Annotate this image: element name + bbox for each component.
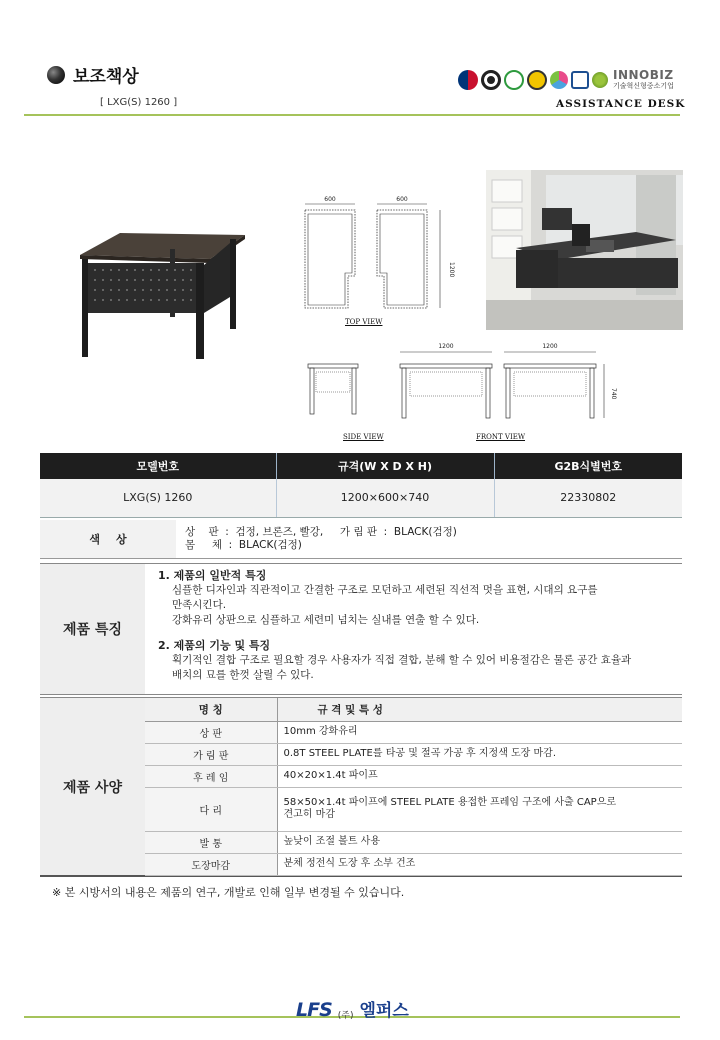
spec-name: 가 림 판	[145, 743, 277, 765]
logo-corp: (주)	[337, 1011, 354, 1021]
features-label: 제품 특징	[40, 564, 145, 694]
feature-text: 강화유리 상판으로 심플하고 세련미 넘치는 실내를 연출 할 수 있다.	[172, 614, 480, 626]
logo-lfs: LFS	[296, 999, 332, 1021]
front-height: 740	[610, 388, 617, 400]
spec-desc: 분체 정전식 도장 후 소부 건조	[277, 853, 682, 875]
table-row	[145, 743, 682, 765]
certification-logos	[458, 67, 674, 93]
top-view-label: TOP VIEW	[345, 318, 383, 326]
model-code: [ LXG(S) 1260 ]	[100, 97, 178, 108]
spec-name: 도장마감	[145, 853, 277, 875]
col-model: 모델번호	[40, 453, 276, 479]
feature-text: 배치의 묘를 한껏 살릴 수 있다.	[172, 669, 314, 681]
features-body	[158, 568, 678, 683]
table-row	[145, 853, 682, 875]
kc-mark-icon	[571, 71, 589, 89]
spec-desc: 40×20×1.4t 파이프	[277, 765, 682, 787]
model-number: LXG(S) 1260	[40, 479, 276, 517]
feature-text: 만족시킨다.	[172, 599, 227, 611]
spec-desc: 10mm 강화유리	[277, 721, 682, 743]
page-subtitle: ASSISTANCE DESK	[556, 98, 686, 110]
disabled-enterprise-icon	[550, 71, 568, 89]
front-view-label: FRONT VIEW	[476, 433, 526, 441]
spec-desc: 높낮이 조절 볼트 사용	[277, 831, 682, 853]
spec-desc	[277, 787, 682, 831]
spec-name: 상 판	[145, 721, 277, 743]
feature-text: 획기적인 결합 구조로 필요할 경우 사용자가 직접 결합, 분해 할 수 있어 비용절감은 물론 공간 효율과	[172, 654, 632, 666]
title-bullet-icon	[47, 66, 65, 84]
feature-text: 심플한 디자인과 직관적이고 간결한 구조로 모던하고 세련된 직선적 멋을 표현, 시대의 요구를	[172, 584, 598, 596]
side-view-label: SIDE VIEW	[343, 433, 384, 441]
spec-name: 발 통	[145, 831, 277, 853]
top-dim-2: 600	[396, 196, 408, 203]
innobiz-icon	[592, 72, 608, 88]
top-depth: 1200	[448, 262, 455, 278]
model-size: 1200×600×740	[276, 479, 494, 517]
spec-desc: 0.8T STEEL PLATE를 타공 및 절곡 가공 후 지정색 도장 마감.	[277, 743, 682, 765]
office-photo	[486, 170, 683, 330]
table-row	[145, 831, 682, 853]
front-dim-1: 1200	[438, 343, 454, 350]
desk-product-image	[70, 225, 250, 365]
taegeuk-icon	[458, 70, 478, 90]
side-front-view-drawing	[300, 338, 690, 448]
g2b-number: 22330802	[494, 479, 682, 517]
spec-name: 다 리	[145, 787, 277, 831]
color-label: 색상	[40, 520, 176, 558]
spec-desc-line: 견고히 마감	[283, 809, 335, 820]
model-table	[40, 453, 682, 518]
color-line-top: 상 판 : 검정, 브론즈, 빨강, 가 림 판 : BLACK(검정)	[185, 526, 457, 538]
table-row	[145, 787, 682, 831]
page-title: 보조책상	[73, 67, 139, 87]
spec-section	[40, 697, 682, 877]
feature-heading-1: 1. 제품의 일반적 특징	[158, 569, 267, 582]
spec-col-desc: 규 격 및 특 성	[277, 698, 682, 721]
spec-table	[145, 698, 682, 876]
spec-name: 후 레 임	[145, 765, 277, 787]
table-row	[145, 721, 682, 743]
spec-label: 제품 사양	[40, 698, 145, 875]
features-section	[40, 563, 682, 695]
spec-col-name: 명 칭	[145, 698, 277, 721]
col-size: 규격(W X D X H)	[276, 453, 494, 479]
header-divider	[24, 114, 680, 116]
spec-desc-line: 58×50×1.4t 파이프에 STEEL PLATE 용접한 프레임 구조에 사출 CAP으로	[283, 797, 617, 808]
company-logo	[296, 996, 409, 1021]
eco-label-icon	[504, 70, 524, 90]
table-row	[40, 479, 682, 517]
color-line-body: 몸 체 : BLACK(검정)	[185, 539, 302, 551]
color-values	[185, 526, 457, 552]
feature-heading-2: 2. 제품의 기능 및 특징	[158, 639, 271, 652]
top-view-drawing	[300, 190, 480, 340]
table-row	[145, 765, 682, 787]
front-dim-2: 1200	[542, 343, 558, 350]
innobiz-mark: INNOBIZ 기술혁신형중소기업	[613, 68, 674, 90]
d-mark-icon	[527, 70, 547, 90]
top-dim-1: 600	[324, 196, 336, 203]
disclaimer-note: ※ 본 시방서의 내용은 제품의 연구, 개발로 인해 일부 변경될 수 있습니다.	[52, 886, 405, 899]
g-mark-icon	[481, 70, 501, 90]
color-section	[40, 520, 682, 559]
col-g2b: G2B식별번호	[494, 453, 682, 479]
logo-korean: 엘퍼스	[359, 1001, 409, 1021]
